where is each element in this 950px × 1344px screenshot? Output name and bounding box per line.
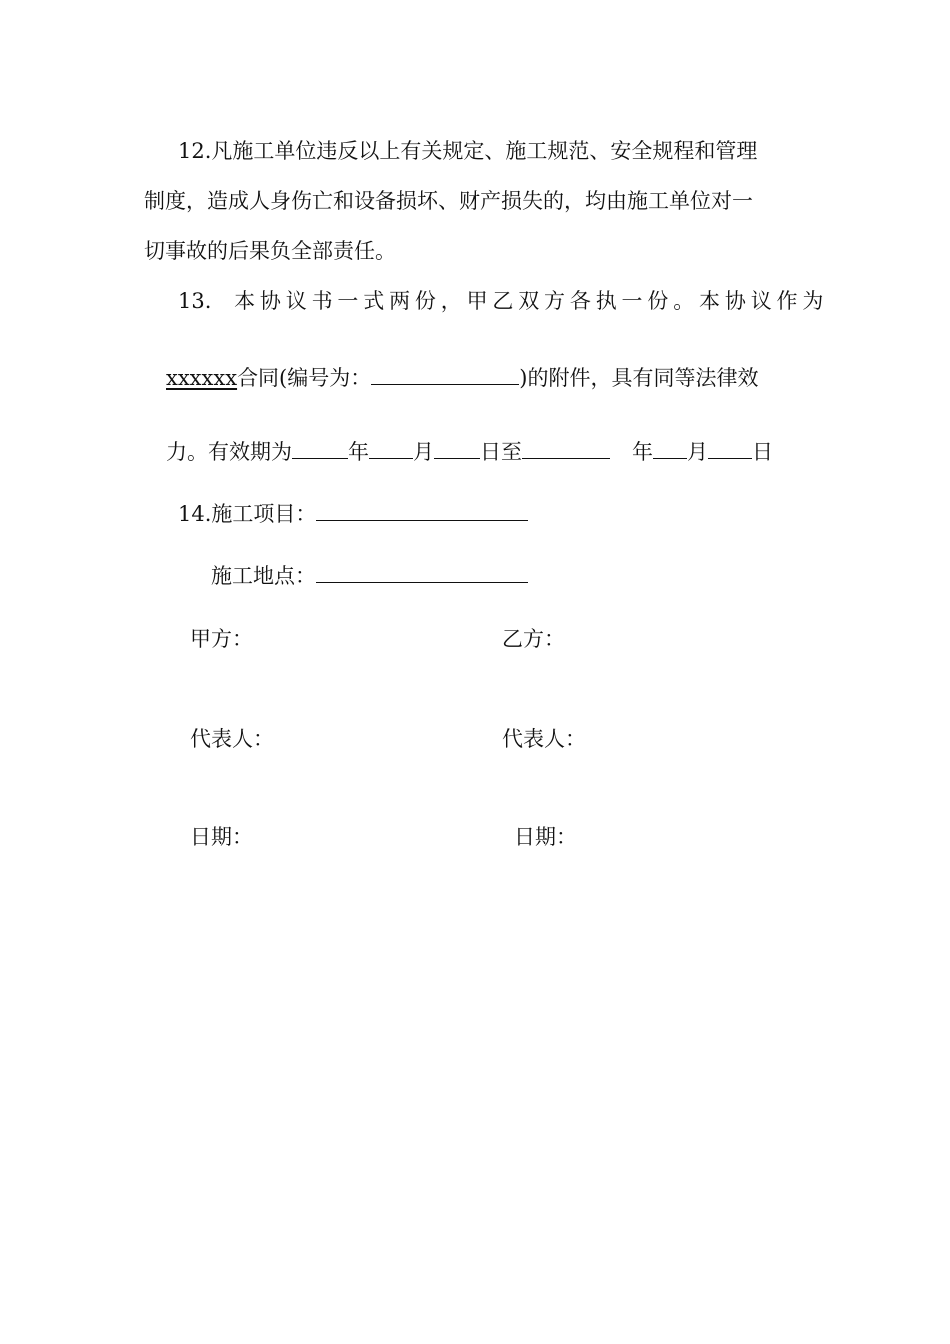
construction-location-line bbox=[211, 560, 528, 591]
contract-text: 合同(编号为： bbox=[237, 366, 372, 390]
date-b-label: 日期： bbox=[514, 825, 577, 849]
clause-13-line-3 bbox=[166, 436, 773, 467]
end-day-label: 日 bbox=[752, 440, 773, 464]
start-month-label: 月 bbox=[413, 440, 434, 464]
start-year-label: 年 bbox=[348, 440, 369, 464]
clause-13-number: 13. bbox=[178, 289, 212, 313]
start-day-blank[interactable] bbox=[434, 436, 480, 459]
clause-12-line-2: 制度，造成人身伤亡和设备损坏、财产损失的，均由施工单位对一 bbox=[144, 189, 753, 213]
party-a-label: 甲方： bbox=[190, 627, 253, 651]
project-blank[interactable] bbox=[316, 498, 528, 521]
end-year-label: 年 bbox=[632, 440, 653, 464]
attachment-text: )的附件，具有同等法律效 bbox=[519, 366, 759, 390]
project-label: 施工项目： bbox=[211, 502, 317, 526]
start-month-blank[interactable] bbox=[369, 436, 413, 459]
clause-14-number: 14. bbox=[178, 502, 212, 526]
end-month-blank[interactable] bbox=[653, 436, 687, 459]
location-blank[interactable] bbox=[316, 560, 528, 583]
clause-13-line-1 bbox=[178, 286, 828, 316]
rep-a-label: 代表人： bbox=[190, 727, 274, 751]
end-year-blank[interactable] bbox=[522, 436, 610, 459]
contract-placeholder: xxxxxx bbox=[166, 366, 238, 390]
clause-12-line-3: 切事故的后果负全部责任。 bbox=[144, 239, 396, 263]
location-label: 施工地点： bbox=[211, 564, 316, 588]
party-b-label: 乙方： bbox=[502, 627, 565, 651]
end-month-label: 月 bbox=[687, 440, 708, 464]
end-day-blank[interactable] bbox=[708, 436, 752, 459]
clause-12-line-1: 12.凡施工单位违反以上有关规定、施工规范、安全规程和管理 bbox=[178, 139, 758, 163]
date-a-label: 日期： bbox=[190, 825, 253, 849]
clause-13-text: 本协议书一式两份，甲乙双方各执一份。本协议作为 bbox=[234, 289, 829, 313]
day-to-label: 日至 bbox=[480, 440, 522, 464]
contract-number-blank[interactable] bbox=[371, 362, 519, 385]
construction-project-line bbox=[178, 498, 528, 529]
rep-b-label: 代表人： bbox=[502, 727, 586, 751]
start-year-blank[interactable] bbox=[292, 436, 348, 459]
clause-13-line-2 bbox=[166, 362, 758, 393]
validity-prefix: 力。有效期为 bbox=[166, 440, 292, 464]
